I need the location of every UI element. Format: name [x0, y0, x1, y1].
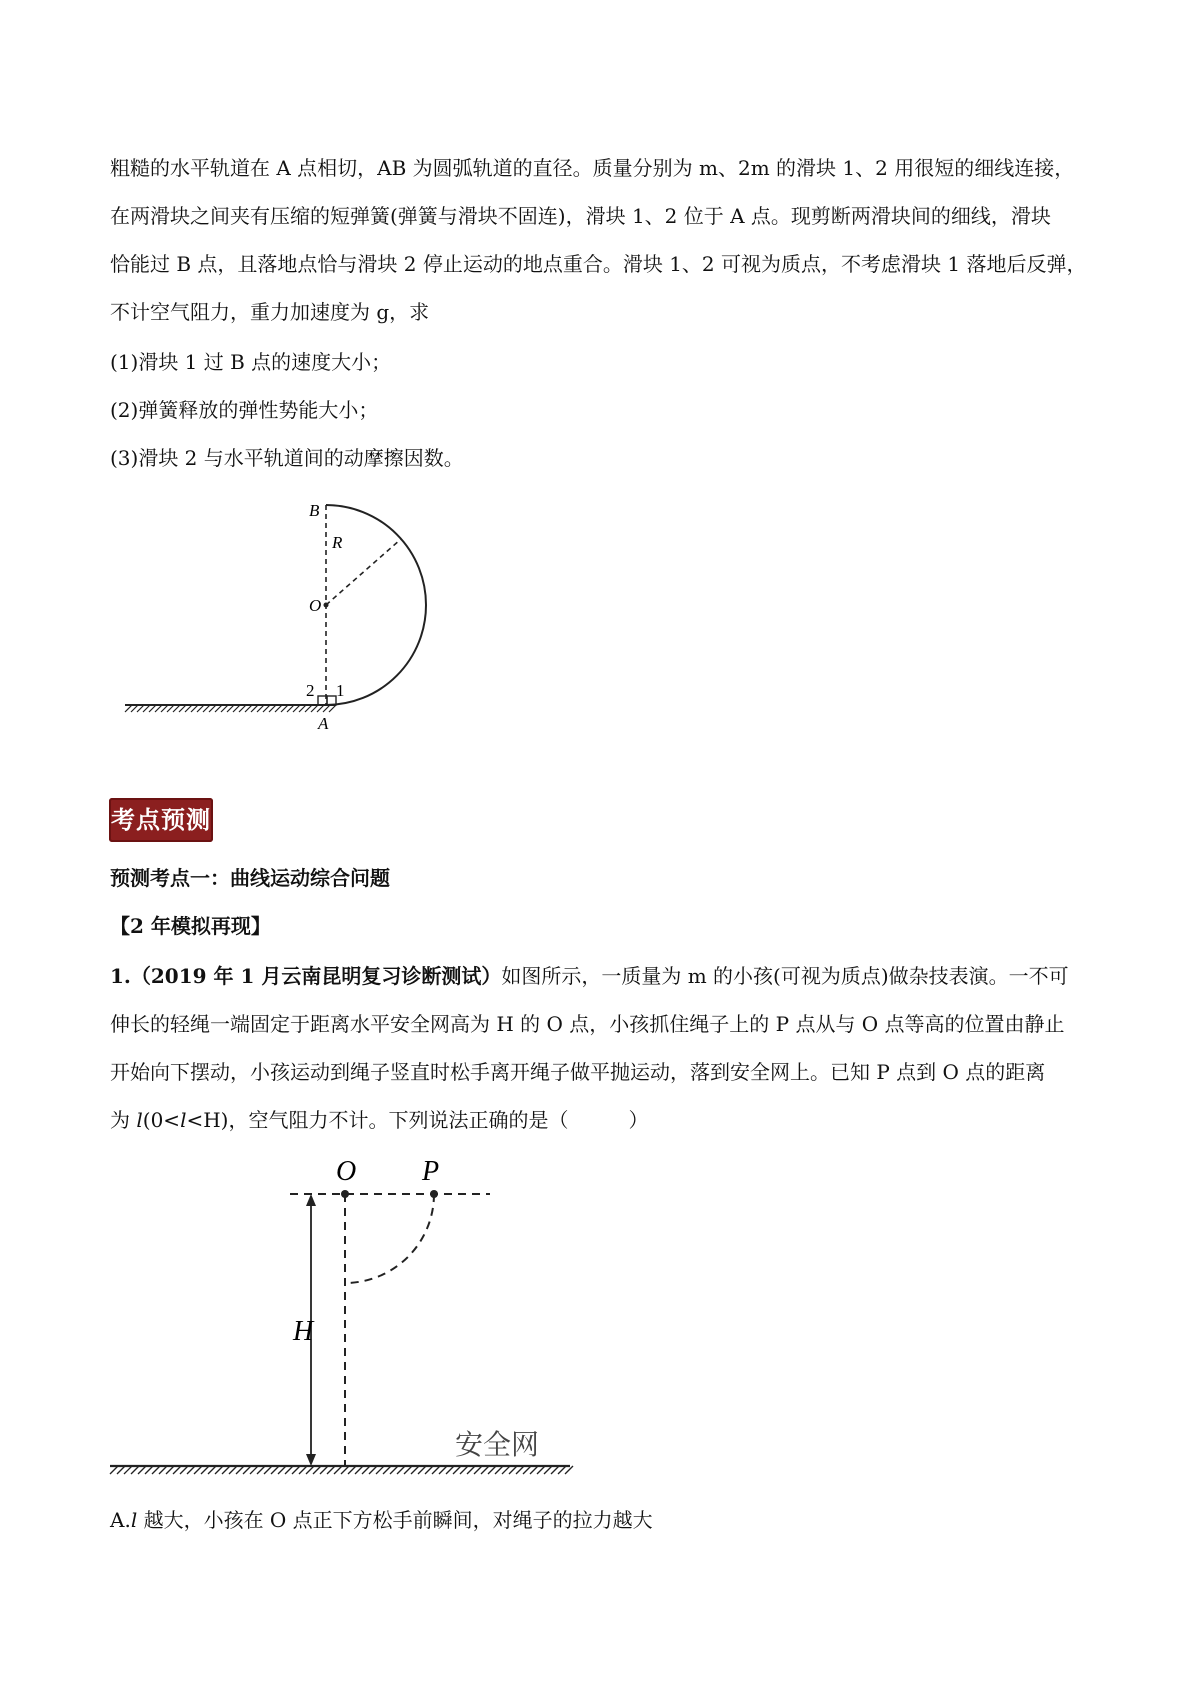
point-p [430, 1190, 438, 1198]
hatch-mark [227, 705, 234, 712]
hatch-mark [203, 705, 210, 712]
label-p: P [422, 1156, 440, 1187]
hatch-mark [320, 1466, 328, 1474]
label-r: R [332, 533, 343, 552]
problem-prev-line-3: 恰能过 B 点，且落地点恰与滑块 2 停止运动的地点重合。滑块 1、2 可视为质点，不考虑滑块 1 落地后反弹， [110, 252, 1087, 276]
variable-l: l [180, 1108, 187, 1132]
problem-1-line-1-rest: 如图所示，一质量为 m 的小孩(可视为质点)做杂技表演。一不可 [501, 964, 1069, 988]
hatch-mark [509, 1466, 517, 1474]
variable-l: l [130, 1508, 138, 1532]
text-fragment: (0< [142, 1108, 181, 1132]
hatch-mark [125, 705, 132, 712]
hatch-mark [481, 1466, 489, 1474]
hatch-mark [185, 705, 192, 712]
hatch-mark [124, 1466, 132, 1474]
problem-prev-line-4: 不计空气阻力，重力加速度为 g，求 [110, 300, 430, 324]
hatch-mark [208, 1466, 216, 1474]
hatch-mark [439, 1466, 447, 1474]
problem-number: 1. [110, 964, 131, 988]
hatch-mark [179, 705, 186, 712]
hatch-mark [173, 705, 180, 712]
label-o: O [309, 596, 322, 615]
option-text: 越大，小孩在 O 点正下方松手前瞬间，对绳子的拉力越大 [137, 1508, 653, 1532]
text-fragment: <H)，空气阻力不计。下列说法正确的是（ ） [186, 1108, 649, 1132]
hatch-mark [215, 705, 222, 712]
ground-line [125, 705, 336, 712]
hatch-mark [523, 1466, 531, 1474]
hatch-mark [264, 1466, 272, 1474]
hatch-mark [317, 705, 324, 712]
hatch-mark [516, 1466, 524, 1474]
option-prefix: A. [110, 1508, 131, 1532]
hatch-mark [488, 1466, 496, 1474]
hatch-mark [334, 1466, 342, 1474]
hatch-mark [285, 1466, 293, 1474]
hatch-mark [467, 1466, 475, 1474]
hatch-mark [269, 705, 276, 712]
hatch-mark [138, 1466, 146, 1474]
hatch-mark [355, 1466, 363, 1474]
hatch-mark [271, 1466, 279, 1474]
hatch-mark [376, 1466, 384, 1474]
hatch-mark [239, 705, 246, 712]
hatch-mark [369, 1466, 377, 1474]
hatch-mark [229, 1466, 237, 1474]
hatch-mark [243, 1466, 251, 1474]
variable-l: l [136, 1108, 143, 1132]
hatch-mark [544, 1466, 552, 1474]
hatch-mark [201, 1466, 209, 1474]
hatch-mark [278, 1466, 286, 1474]
problem-1-line-2: 伸长的轻绳一端固定于距离水平安全网高为 H 的 O 点，小孩抓住绳子上的 P 点从与 O 点等高的位置由静止 [110, 1012, 1065, 1036]
hatch-mark [275, 705, 282, 712]
problem-prev-line-2: 在两滑块之间夹有压缩的短弹簧(弹簧与滑块不固连)，滑块 1、2 位于 A 点。现剪断两滑块间的细线，滑块 [110, 204, 1051, 228]
hatch-mark [117, 1466, 125, 1474]
hatch-mark [313, 1466, 321, 1474]
hatch-mark [460, 1466, 468, 1474]
hatch-mark [166, 1466, 174, 1474]
hatch-mark [191, 705, 198, 712]
hatch-mark [245, 705, 252, 712]
text-fragment: 为 [110, 1108, 137, 1132]
hatch-mark [323, 705, 330, 712]
problem-1-line-3: 开始向下摆动，小孩运动到绳子竖直时松手离开绳子做平抛运动，落到安全网上。已知 P 点到 O 点的距离 [110, 1060, 1046, 1084]
hatch-mark [155, 705, 162, 712]
hatch-mark [383, 1466, 391, 1474]
hatch-mark [236, 1466, 244, 1474]
question-2: (2)弹簧释放的弹性势能大小； [110, 398, 379, 422]
option-a [110, 1506, 1100, 1534]
hatch-mark [329, 705, 336, 712]
problem-prev-line-1: 粗糙的水平轨道在 A 点相切，AB 为圆弧轨道的直径。质量分别为 m、2m 的滑块 1、2 用很短的细线连接， [110, 156, 1075, 180]
hatch-mark [565, 1466, 573, 1474]
hatch-mark [425, 1466, 433, 1474]
hatch-mark [305, 705, 312, 712]
problem-source: （2019 年 1 月云南昆明复习诊断测试） [130, 964, 502, 988]
hatch-mark [495, 1466, 503, 1474]
figure-pendulum-net [100, 1150, 600, 1480]
problem-1-line-1 [110, 962, 1100, 990]
hatch-mark [233, 705, 240, 712]
hatch-mark [311, 705, 318, 712]
label-b: B [309, 501, 320, 520]
hatch-mark [281, 705, 288, 712]
question-1: (1)滑块 1 过 B 点的速度大小； [110, 350, 392, 374]
hatch-mark [293, 705, 300, 712]
hatch-mark [537, 1466, 545, 1474]
label-2: 2 [306, 681, 315, 700]
hatch-mark [453, 1466, 461, 1474]
hatch-mark [551, 1466, 559, 1474]
label-o: O [336, 1156, 357, 1187]
hatch-mark [197, 705, 204, 712]
hatch-mark [173, 1466, 181, 1474]
hatch-mark [131, 705, 138, 712]
hatch-mark [474, 1466, 482, 1474]
hatch-mark [250, 1466, 258, 1474]
hatch-mark [446, 1466, 454, 1474]
hatch-mark [215, 1466, 223, 1474]
hatch-mark [110, 1466, 118, 1474]
hatch-mark [257, 1466, 265, 1474]
label-h: H [293, 1316, 314, 1347]
hatch-mark [558, 1466, 566, 1474]
hatch-mark [341, 1466, 349, 1474]
hatch-mark [149, 705, 156, 712]
hatch-mark [299, 1466, 307, 1474]
hatch-mark [137, 705, 144, 712]
hatch-mark [145, 1466, 153, 1474]
hatch-mark [251, 705, 258, 712]
hatch-mark [362, 1466, 370, 1474]
safety-net-ground [110, 1466, 573, 1474]
hatch-mark [143, 705, 150, 712]
hatch-mark [209, 705, 216, 712]
hatch-mark [194, 1466, 202, 1474]
hatch-mark [292, 1466, 300, 1474]
hatch-mark [159, 1466, 167, 1474]
section-badge: 考点预测 [109, 798, 213, 842]
hatch-mark [390, 1466, 398, 1474]
hatch-mark [306, 1466, 314, 1474]
hatch-mark [530, 1466, 538, 1474]
label-1: 1 [336, 681, 345, 700]
hatch-mark [287, 705, 294, 712]
problem-1-line-4 [110, 1106, 1100, 1134]
hatch-mark [418, 1466, 426, 1474]
question-3: (3)滑块 2 与水平轨道间的动摩擦因数。 [110, 446, 464, 470]
hatch-mark [263, 705, 270, 712]
point-o [341, 1190, 349, 1198]
label-safety-net: 安全网 [455, 1430, 540, 1461]
hatch-mark [348, 1466, 356, 1474]
hatch-mark [327, 1466, 335, 1474]
hatch-mark [180, 1466, 188, 1474]
hatch-mark [299, 705, 306, 712]
hatch-mark [131, 1466, 139, 1474]
hatch-mark [222, 1466, 230, 1474]
hatch-mark [411, 1466, 419, 1474]
figure-semicircle-track [110, 480, 450, 740]
hatch-mark [397, 1466, 405, 1474]
hatch-mark [152, 1466, 160, 1474]
hatch-mark [502, 1466, 510, 1474]
hatch-mark [161, 705, 168, 712]
hatch-mark [432, 1466, 440, 1474]
swing-arc [345, 1194, 434, 1283]
hatch-mark [257, 705, 264, 712]
hatch-mark [187, 1466, 195, 1474]
section-subheading: 【2 年模拟再现】 [110, 914, 271, 938]
hatch-mark [167, 705, 174, 712]
hatch-mark [221, 705, 228, 712]
label-a: A [318, 714, 329, 733]
section-heading: 预测考点一：曲线运动综合问题 [110, 866, 390, 890]
hatch-mark [404, 1466, 412, 1474]
